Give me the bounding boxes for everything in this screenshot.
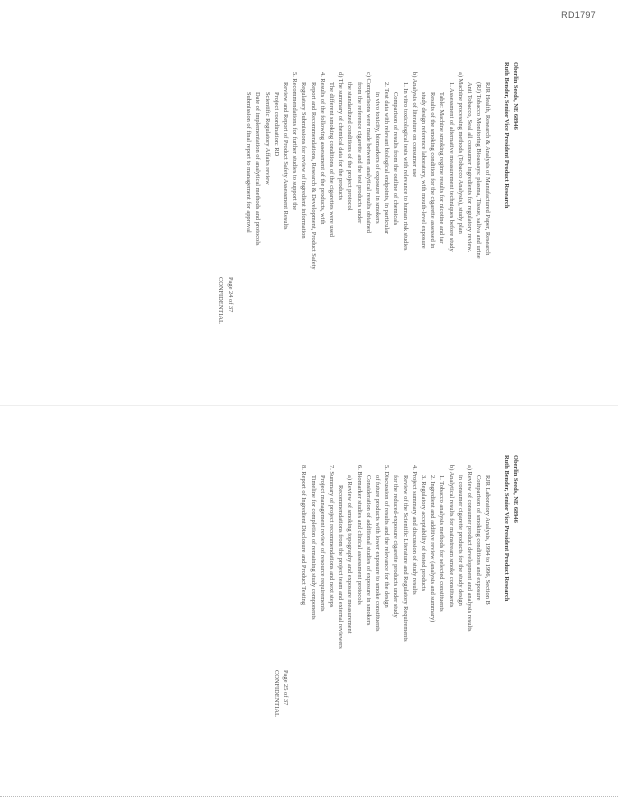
body-line: Scientific Regulatory Affairs review <box>263 92 271 185</box>
body-line: 2. Test data with relevant biological endpoints, in particular <box>383 82 391 235</box>
body-line: in vivo toxicity, biomarkers of exposure in smokers <box>373 92 381 224</box>
body-line: Project management review of resource requirements <box>318 475 326 612</box>
body-line: 1. In vitro toxicological tests with relevance to human risk studies <box>401 82 409 251</box>
footer-label: CONFIDENTIAL <box>217 277 225 324</box>
body-line: Regulatory Submissions for review of ingredient information <box>300 82 308 239</box>
body-line: RJR Health, Research & Analysis of Manufactured Paper, Research <box>484 82 492 256</box>
body-line: in consumer cigarette products for the study design <box>456 475 464 606</box>
body-line: Comparison of results from the outline of chemicals <box>392 92 400 226</box>
header-line: Ruth Bender, Senior Vice President Product Research <box>502 455 510 602</box>
body-line: b) Analytical results for mainstream smoke constituents <box>447 465 455 608</box>
body-line: Review and Report of Product Safety Assessment Results <box>281 82 289 230</box>
body-line: from the reference cigarette and the test products under <box>355 82 363 224</box>
body-line: 5. Recommendations for further studies to support the <box>291 72 299 211</box>
body-line: a) Review of smoking topography and exposure measurement <box>346 475 354 634</box>
body-line: Comparison of smoking conditions and exposure <box>475 475 483 601</box>
scan-edge <box>0 795 618 797</box>
page-number: Page 25 of 37 <box>281 670 289 706</box>
body-line: 4. Results of the following assessment of the products, with <box>318 72 326 225</box>
panel-divider <box>0 405 618 406</box>
body-line: Anti Tobacco, Seal all consumer ingredients for regulatory review. <box>465 82 473 253</box>
body-line: a) Review of consumer product development and analysis results <box>465 465 473 632</box>
body-line: a) Machine processing methods (Tobacco Analysis), study plan <box>456 72 464 234</box>
body-line: study design reference laboratory, with mouth-level exposure <box>419 92 427 249</box>
bottom-panel-text <box>272 455 520 717</box>
top-panel-text <box>216 62 520 324</box>
footer-label: CONFIDENTIAL <box>272 670 280 717</box>
body-line: Date of implementation of analytical methods and protocols <box>254 92 262 246</box>
body-line: d) The summary of chemical data for the products <box>337 72 345 201</box>
body-line: 5. Discussion of results and the relevance for the design <box>383 465 391 608</box>
body-line: 3. Regulatory acceptability of tested products <box>419 475 427 592</box>
body-line: 8. Report of Ingredient Disclosure and Product Testing <box>300 465 308 606</box>
body-line: Review of the Scientific Literature and Regulatory Requirements <box>401 475 409 642</box>
body-line: RJR Laboratory Analysis, 1994 to 1996, Section B <box>484 475 492 605</box>
header-line: Oberlin Seeds, NE 68946 <box>512 455 519 523</box>
body-line: of future products with lower exposure to smoke constituents <box>373 475 381 632</box>
body-line: Submission of final report to management for approval <box>245 92 253 233</box>
body-line: 2. Ingredient and additive review (analysis and summary) <box>429 475 437 623</box>
body-line: Consideration of additional studies of exposure in smokers <box>364 475 372 626</box>
body-line: Recommendations from the project team and external reviewers <box>337 485 345 649</box>
body-line: Report and Recommendations, Research & Development, Product Safety <box>309 82 317 270</box>
body-line: Table: Machine smoking regime results for nicotine and tar <box>438 92 446 244</box>
body-line: b) Analysis of literature on consumer use <box>410 72 418 178</box>
header-line: Ruth Bender, Senior Vice President Product Research <box>502 62 510 209</box>
body-line: The different smoking conditions of the cigarettes were used <box>327 82 335 237</box>
body-line: Results of the smoking condition for the cigarette assessed in <box>429 92 437 249</box>
body-line: 7. Summary of project recommendations and next steps <box>327 465 335 608</box>
body-line: 1. Assessment of alternative measurement techniques before study <box>447 82 455 252</box>
body-line: 1. Tobacco analysis methods for selected constituents <box>438 475 446 612</box>
document-id: RD1797 <box>561 10 596 20</box>
body-line: 6. Biomarker studies and clinical assessment protocols <box>355 465 363 605</box>
body-line: for the reduced-exposure cigarette products under study <box>392 475 400 618</box>
body-line: the standardized conditions of the project protocol <box>346 82 354 211</box>
body-line: (RJ) Tobacco Monitoring Bioassays: plasma, Tissue, saliva and urine <box>475 82 483 259</box>
page-number: Page 24 of 37 <box>226 277 234 313</box>
header-line: Oberlin Seeds, NE 68946 <box>512 62 519 130</box>
body-line: 4. Project summary and discussion of study results <box>410 465 418 595</box>
body-line: c) Comparisons were made between analytical results obtained <box>364 72 372 233</box>
body-line: Timeline for completion of remaining study components <box>309 475 317 620</box>
body-line: Project coordination: RD <box>272 92 280 157</box>
